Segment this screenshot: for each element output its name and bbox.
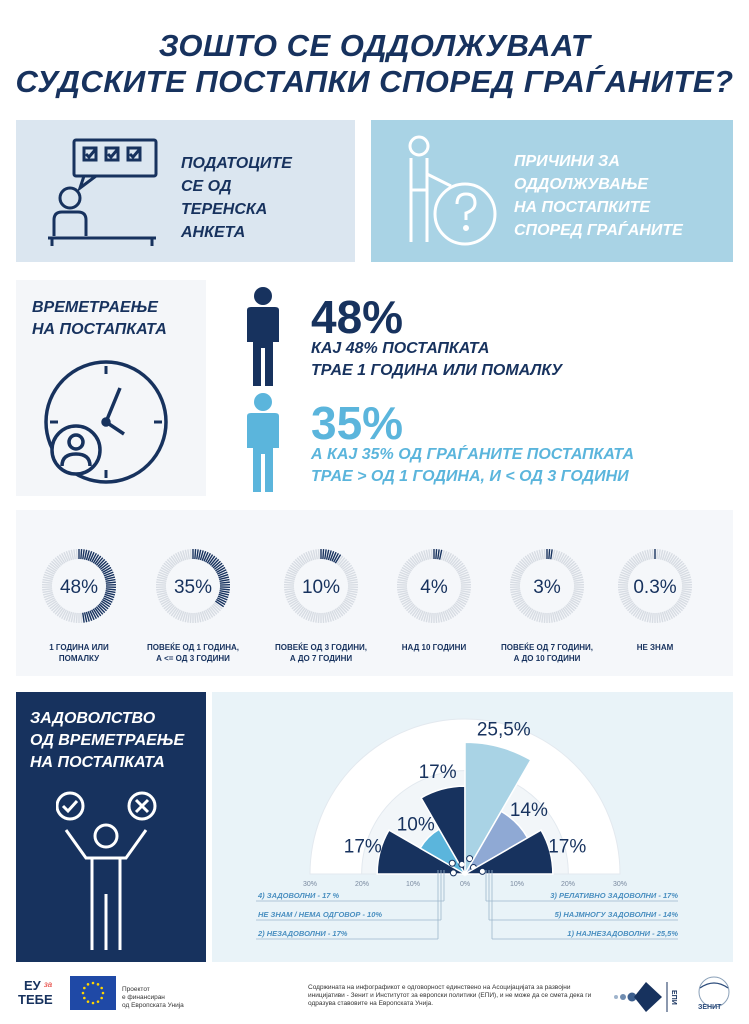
donut-tick-filled [195, 549, 196, 559]
donut-tick-empty [511, 580, 521, 582]
chart-axis-tick: 10% [509, 881, 525, 888]
donut-tick-filled [106, 580, 116, 582]
donut-tick-filled [197, 549, 198, 559]
donut-label: НАД 10 ГОДИНИ [401, 643, 467, 652]
donut-tick-empty [549, 613, 550, 623]
donut-tick-filled [83, 549, 84, 559]
donut-tick-filled [220, 589, 230, 590]
chart-axis-tick: 20% [354, 881, 370, 888]
donut-value: 35% [173, 577, 213, 598]
donut-label: ПОВЕЌЕ ОД 1 ГОДИНА, А <= ОД 3 ГОДИНИ [146, 643, 239, 663]
donut-tick-empty [429, 549, 430, 559]
disclaimer: Содржината на инфографикот е одговорност единствено на Асоцијацијата за развојни иницијативи - Зенит и Институтот за европски политики (ЕПИ), и не може да се смета дека ги одразува ставовите на Европската Унија. [308, 984, 592, 1007]
donut-tick-empty [285, 591, 295, 593]
donut-tick-empty [650, 613, 651, 623]
donut-tick-filled [220, 582, 230, 583]
donut-tick-empty [574, 580, 584, 582]
chart-data-label: 17% [548, 836, 587, 858]
legend-entry: НЕ ЗНАМ / НЕМА ОДГОВОР - 10% [258, 910, 383, 919]
donut-label: 1 ГОДИНА ИЛИ ПОМАЛКУ [49, 643, 109, 663]
donut-tick-empty [188, 549, 189, 559]
donut-chart-5 [507, 546, 587, 626]
donut-label: ПОВЕЌЕ ОД 7 ГОДИНИ, А ДО 10 ГОДИНИ [501, 643, 593, 663]
chart-marker [449, 860, 455, 866]
donut-tick-empty [42, 582, 52, 583]
donut-tick-empty [652, 613, 653, 623]
donut-tick-empty [574, 591, 584, 593]
chart-data-label: 10% [396, 814, 435, 836]
donut-tick-filled [220, 591, 230, 593]
reasons-panel [371, 120, 733, 262]
project-note: Проектот е финансиран од Европската Унија [122, 986, 184, 1009]
donut-tick-empty [438, 613, 439, 623]
donut-tick-filled [325, 549, 326, 559]
donut-tick-empty [318, 613, 319, 623]
stat2-description: А КАЈ 35% ОД ГРАЃАНИТЕ ПОСТАПКАТА ТРАЕ > ОД 1 ГОДИНА, И < ОД 3 ГОДИНИ [311, 446, 635, 485]
donut-value: 0.3% [633, 577, 677, 598]
donut-tick-empty [74, 613, 75, 623]
survey-person-icon [48, 136, 160, 252]
donut-tick-empty [190, 613, 191, 623]
donut-value: 48% [59, 577, 99, 598]
donut-tick-empty [511, 591, 521, 593]
donut-tick-filled [106, 589, 116, 590]
donut-tick-empty [659, 549, 660, 559]
donut-tick-empty [398, 591, 408, 593]
donut-tick-empty [510, 582, 520, 583]
donut-value: 10% [301, 577, 341, 598]
chart-axis-tick: 30% [612, 881, 628, 888]
donut-label: ПОВЕЌЕ ОД 3 ГОДИНИ, А ДО 7 ГОДИНИ [275, 643, 367, 663]
donut-tick-empty [431, 613, 432, 623]
eu-for-you-logo: ЕУ за ТЕБЕ [18, 978, 53, 1007]
donut-tick-empty [348, 591, 358, 593]
donut-chart-3 [281, 546, 361, 626]
donut-tick-empty [618, 582, 628, 583]
chart-data-label: 14% [509, 800, 548, 822]
donut-tick-empty [544, 549, 545, 559]
donut-tick-empty [76, 613, 77, 623]
donut-tick-empty [461, 582, 471, 583]
donut-tick-empty [461, 580, 471, 582]
donut-tick-empty [188, 613, 189, 623]
person-navy-icon [243, 286, 283, 388]
legend-entry: 5) НАЈМНОГУ ЗАДОВОЛНИ - 14% [554, 910, 678, 919]
chart-axis-tick: 30% [302, 881, 318, 888]
donut-tick-empty [461, 589, 471, 590]
donut-tick-empty [323, 613, 324, 623]
donut-tick-empty [42, 589, 52, 590]
chart-marker [479, 868, 485, 874]
donut-tick-empty [325, 613, 326, 623]
donut-tick-filled [323, 549, 324, 559]
chart-data-label: 17% [343, 836, 382, 858]
chart-data-label: 17% [418, 761, 457, 783]
donut-tick-empty [542, 613, 543, 623]
clock-person-icon [40, 358, 170, 488]
donut-chart-2 [153, 546, 233, 626]
donut-tick-empty [348, 580, 358, 582]
donut-tick-filled [81, 549, 82, 559]
donut-tick-empty [682, 591, 692, 593]
donut-tick-empty [659, 613, 660, 623]
donut-tick-empty [397, 582, 407, 583]
legend-entry: 3) РЕЛАТИВНО ЗАДОВОЛНИ - 17% [550, 891, 678, 900]
donut-tick-empty [436, 613, 437, 623]
donut-tick-empty [318, 549, 319, 559]
stat2-value: 35% [311, 397, 404, 449]
donut-tick-empty [429, 613, 430, 623]
donut-tick-empty [348, 582, 358, 583]
donut-tick-empty [156, 582, 166, 583]
chart-axis-tick: 20% [560, 881, 576, 888]
donut-tick-empty [81, 613, 82, 623]
donut-tick-empty [650, 549, 651, 559]
satisfaction-panel [16, 692, 206, 962]
donut-tick-empty [285, 580, 295, 582]
donut-tick-empty [619, 591, 629, 593]
donut-value: 3% [533, 577, 561, 598]
donut-tick-empty [619, 580, 629, 582]
donut-tick-filled [438, 549, 439, 559]
donut-tick-filled [106, 591, 116, 593]
donut-tick-filled [83, 613, 84, 623]
donut-label: НЕ ЗНАМ [636, 643, 674, 652]
donut-tick-empty [197, 613, 198, 623]
chart-axis-tick: 0% [459, 881, 471, 888]
donut-tick-empty [284, 582, 294, 583]
donut-tick-filled [436, 549, 437, 559]
donut-tick-empty [348, 589, 358, 590]
donut-tick-empty [43, 591, 53, 593]
chart-data-label: 25,5% [476, 719, 531, 741]
donut-tick-empty [76, 549, 77, 559]
donut-tick-empty [156, 589, 166, 590]
duration-stats [217, 280, 733, 496]
donut-tick-empty [574, 582, 584, 583]
duration-heading: ВРЕМЕТРАЕЊЕ НА ПОСТАПКАТА [32, 299, 167, 338]
duration-panel [16, 280, 206, 496]
donut-tick-empty [542, 549, 543, 559]
donut-tick-empty [652, 549, 653, 559]
stat1-value: 48% [311, 291, 404, 343]
donut-chart-1 [39, 546, 119, 626]
satisfaction-heading: ЗАДОВОЛСТВО ОД ВРЕМЕТРАЕЊЕ НА ПОСТАПКАТА [30, 710, 185, 771]
survey-panel [16, 120, 355, 262]
donut-tick-empty [574, 589, 584, 590]
donut-tick-empty [316, 613, 317, 623]
satisfaction-chart [212, 692, 733, 962]
donut-tick-empty [682, 580, 692, 582]
epi-logo [612, 978, 678, 1016]
donut-tick-empty [397, 589, 407, 590]
question-wheel-icon [401, 134, 501, 250]
donut-tick-empty [43, 580, 53, 582]
chart-axis-tick: 10% [405, 881, 421, 888]
donut-tick-empty [284, 589, 294, 590]
chart-marker [467, 856, 473, 862]
donut-tick-empty [657, 549, 658, 559]
legend-entry: 1) НАЈНЕЗАДОВОЛНИ - 25,5% [567, 929, 678, 938]
page-title: ЗОШТО СЕ ОДДОЛЖУВААТ СУДСКИТЕ ПОСТАПКИ СПОРЕД ГРАЃАНИТЕ? [15, 28, 734, 99]
donut-tick-empty [551, 613, 552, 623]
donut-tick-empty [195, 613, 196, 623]
donut-tick-empty [316, 549, 317, 559]
stat1-description: КАЈ 48% ПОСТАПКАТА ТРАЕ 1 ГОДИНА ИЛИ ПОМАЛКУ [311, 340, 563, 379]
donut-tick-empty [398, 580, 408, 582]
donut-tick-filled [106, 582, 116, 583]
donut-tick-empty [157, 580, 167, 582]
donut-tick-filled [220, 580, 230, 582]
donut-chart-6 [615, 546, 695, 626]
donut-tick-empty [510, 589, 520, 590]
donut-tick-filled [551, 549, 552, 559]
donut-tick-empty [618, 589, 628, 590]
survey-text: ПОДАТОЦИТЕ СЕ ОД ТЕРЕНСКА АНКЕТА [181, 155, 292, 241]
legend-entry: 4) ЗАДОВОЛНИ - 17 % [258, 891, 340, 900]
donut-tick-empty [461, 591, 471, 593]
donut-tick-filled [549, 549, 550, 559]
reasons-text: ПРИЧИНИ ЗА ОДДОЛЖУВАЊЕ НА ПОСТАПКИТЕ СПОРЕД ГРАЃАНИТЕ [514, 153, 683, 239]
donut-tick-empty [190, 549, 191, 559]
donut-tick-empty [544, 613, 545, 623]
donut-chart-4 [394, 546, 474, 626]
epi-text: ЕПИ [670, 990, 677, 1005]
chart-marker [459, 861, 465, 867]
satisfied-person-icon [56, 784, 166, 954]
legend-entry: 2) НЕЗАДОВОЛНИ - 17% [258, 929, 348, 938]
chart-marker [450, 870, 456, 876]
zenit-text: ЗЕНИТ [698, 1004, 722, 1011]
donut-tick-empty [657, 613, 658, 623]
donut-value: 4% [420, 577, 448, 598]
donut-tick-empty [157, 591, 167, 593]
donut-tick-empty [682, 582, 692, 583]
person-lightblue-icon [243, 392, 283, 494]
eu-flag-icon [70, 976, 116, 1010]
donut-tick-empty [682, 589, 692, 590]
donut-tick-empty [74, 549, 75, 559]
donut-tick-empty [431, 549, 432, 559]
